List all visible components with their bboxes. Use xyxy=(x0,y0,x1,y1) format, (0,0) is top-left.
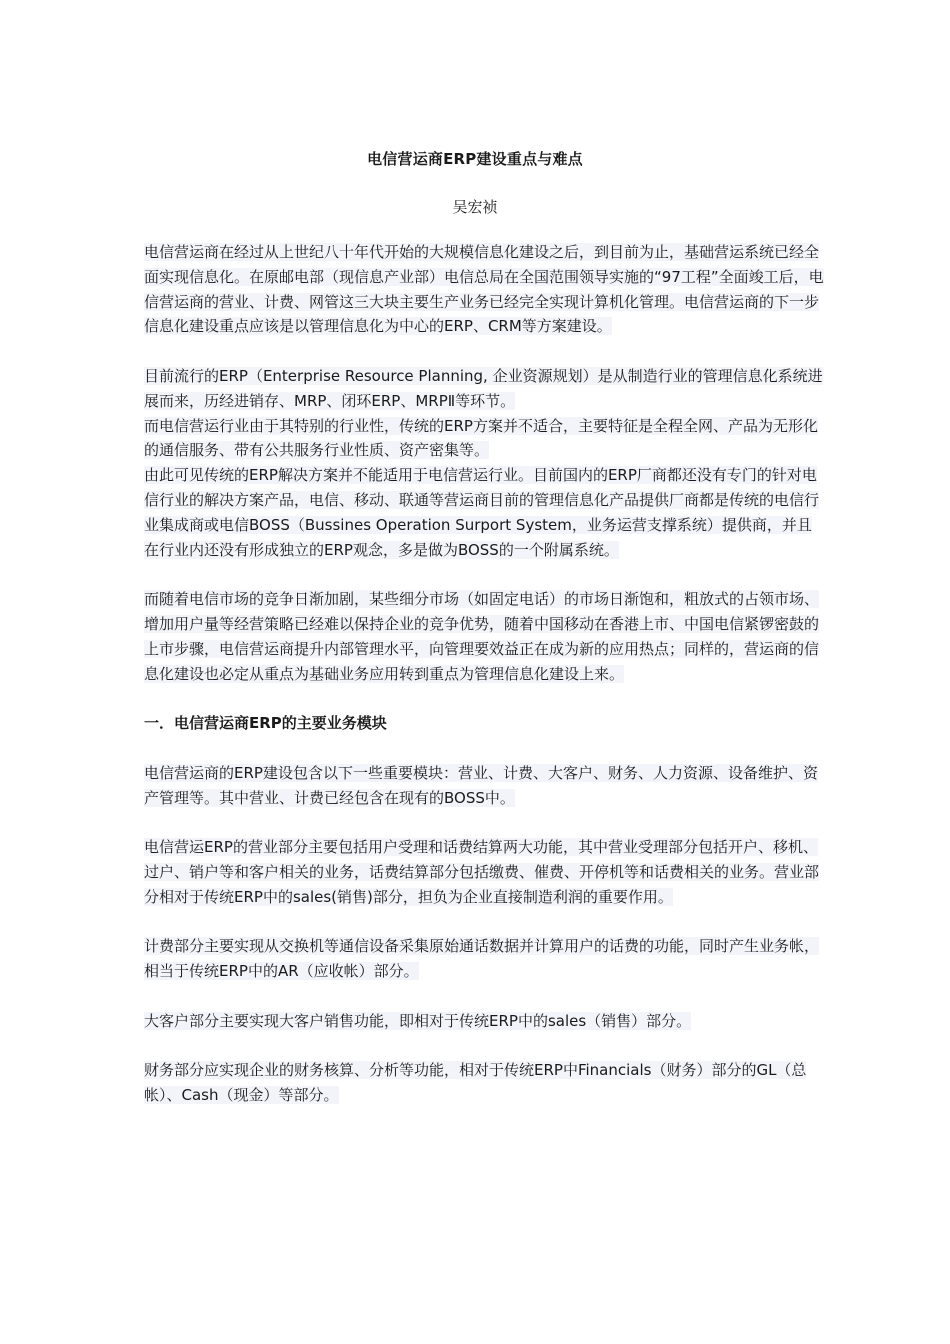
document-title: 电信营运商ERP建设重点与难点 xyxy=(367,150,583,168)
paragraph-finance: 财务部分应实现企业的财务核算、分析等功能，相对于传统ERP中Financials（财务）部分的GL（总帐）、Cash（现金）等部分。 xyxy=(144,1061,807,1105)
document-author: 吴宏祯 xyxy=(452,198,498,216)
paragraph-competition: 而随着电信市场的竞争日渐加剧，某些细分市场（如固定电话）的市场日渐饱和，粗放式的占领市场、增加用户量等经营策略已经难以保持企业的竞争优势，随着中国移动在香港上市、中国电信紧锣密鼓的上市步骤，电信营运商提升内部管理水平，向管理要效益正在成为新的应用热点；同样的，营运商的信息化建设也必定从重点为基础业务应用转到重点为管理信息化建设上来。 xyxy=(144,590,820,683)
paragraph-intro: 电信营运商在经过从上世纪八十年代开始的大规模信息化建设之后，到目前为止，基础营运系统已经全面实现信息化。在原邮电部（现信息产业部）电信总局在全国范围领导实施的“97工程”全面竣工后，电信营运商的营业、计费、网管这三大块主要生产业务已经完全实现计算机化管理。电信营运商的下一步信息化建设重点应该是以管理信息化为中心的ERP、CRM等方案建设。 xyxy=(144,243,824,336)
paragraph-key-accounts: 大客户部分主要实现大客户销售功能，即相对于传统ERP中的sales（销售）部分。 xyxy=(144,1011,692,1030)
paragraph-billing: 计费部分主要实现从交换机等通信设备采集原始通话数据并计算用户的话费的功能，同时产生业务帐，相当于传统ERP中的AR（应收帐）部分。 xyxy=(144,937,820,981)
paragraph-vendors: 由此可见传统的ERP解决方案并不能适用于电信营运行业。目前国内的ERP厂商都还没有专门的针对电信行业的解决方案产品，电信、移动、联通等营运商目前的管理信息化产品提供厂商都是传统的电信行业集成商或电信BOSS（Bussines Operation Surport System，业务运营支撑系统）提供商，并且在行业内还没有形成独立的ERP观念，多是做为BOSS的一个附属系统。 xyxy=(144,466,820,559)
section-heading-modules: 一．电信营运商ERP的主要业务模块 xyxy=(144,714,387,733)
document-body xyxy=(144,240,824,1108)
paragraph-telecom-specifics: 而电信营运行业由于其特别的行业性，传统的ERP方案并不适合，主要特征是全程全网、产品为无形化的通信服务、带有公共服务行业性质、资产密集等。 xyxy=(144,416,818,460)
paragraph-business: 电信营运ERP的营业部分主要包括用户受理和话费结算两大功能，其中营业受理部分包括开户、移机、过户、销户等和客户相关的业务，话费结算部分包括缴费、催费、开停机等和话费相关的业务。营业部分相对于传统ERP中的sales(销售)部分，担负为企业直接制造利润的重要作用。 xyxy=(144,838,820,906)
paragraph-erp-origin: 目前流行的ERP（Enterprise Resource Planning, 企业资源规划）是从制造行业的管理信息化系统进展而来，历经进销存、MRP、闭环ERP、MRPⅡ等环节。 xyxy=(144,366,823,410)
paragraph-modules: 电信营运商的ERP建设包含以下一些重要模块：营业、计费、大客户、财务、人力资源、设备维护、资产管理等。其中营业、计费已经包含在现有的BOSS中。 xyxy=(144,763,818,807)
